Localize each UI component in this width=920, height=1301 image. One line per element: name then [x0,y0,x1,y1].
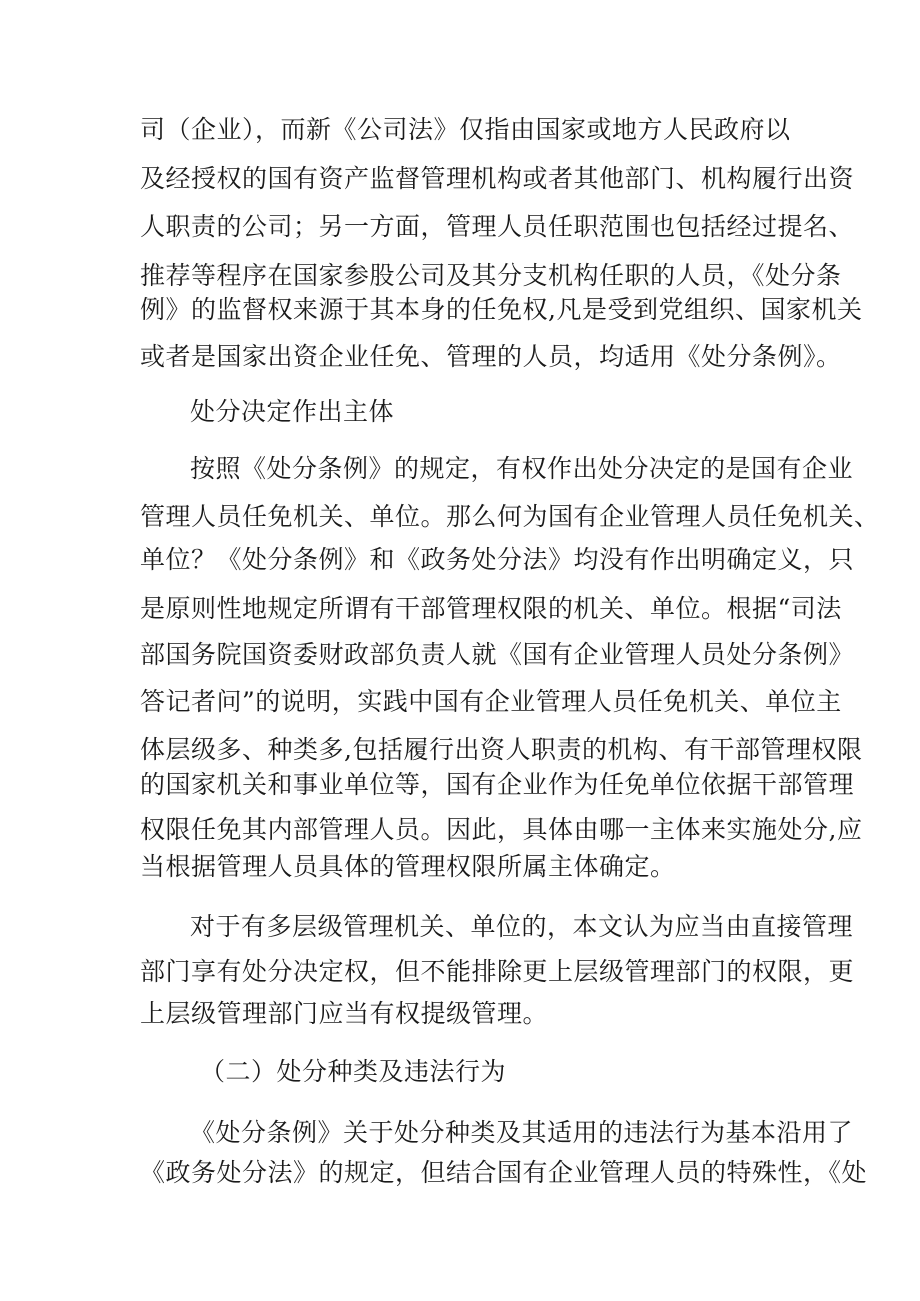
text-line: 司（企业），而新《公司法》仅指由国家或地方人民政府以 [140,115,791,144]
text-line: 管理人员任免机关、单位。那么何为国有企业管理人员任免机关、 [140,502,880,531]
section-heading: 处分决定作出主体 [190,397,395,426]
text-line: 答记者问”的说明，实践中国有企业管理人员任免机关、单位主 [140,687,842,716]
text-line: 单位？《处分条例》和《政务处分法》均没有作出明确定义，只 [140,545,855,574]
text-line: 上层级管理部门应当有权提级管理。 [140,999,549,1028]
section-heading: （二）处分种类及违法行为 [200,1057,507,1086]
text-line: 是原则性地规定所谓有干部管理权限的机关、单位。根据“司法 [140,594,842,623]
text-line: 按照《处分条例》的规定，有权作出处分决定的是国有企业 [190,454,854,483]
text-line: 及经授权的国有资产监督管理机构或者其他部门、机构履行出资 [140,164,855,193]
text-line: 推荐等程序在国家参股公司及其分支机构任职的人员，《处分条 [140,261,842,290]
text-line: 的国家机关和事业单位等，国有企业作为任免单位依据干部管理 [140,770,855,799]
text-line: 当根据管理人员具体的管理权限所属主体确定。 [140,852,676,881]
text-line: 对于有多层级管理机关、单位的，本文认为应当由直接管理 [190,912,854,941]
text-line: 权限任免其内部管理人员。因此，具体由哪一主体来实施处分,应 [140,815,863,844]
text-line: 《政务处分法》的规定，但结合国有企业管理人员的特殊性，《处 [140,1158,868,1187]
text-line: 人职责的公司；另一方面，管理人员任职范围也包括经过提名、 [140,212,855,241]
text-line: 部国务院国资委财政部负责人就《国有企业管理人员处分条例》 [140,640,855,669]
text-line: 部门享有处分决定权，但不能排除更上层级管理部门的权限，更 [140,957,855,986]
text-line: 体层级多、种类多,包括履行出资人职责的机构、有干部管理权限 [140,735,863,764]
text-line: 例》的监督权来源于其本身的任免权,凡是受到党组织、国家机关 [140,295,863,324]
text-line: 《处分条例》关于处分种类及其适用的违法行为基本沿用了 [190,1118,854,1147]
text-line: 或者是国家出资企业任免、管理的人员，均适用《处分条例》。 [140,342,842,371]
